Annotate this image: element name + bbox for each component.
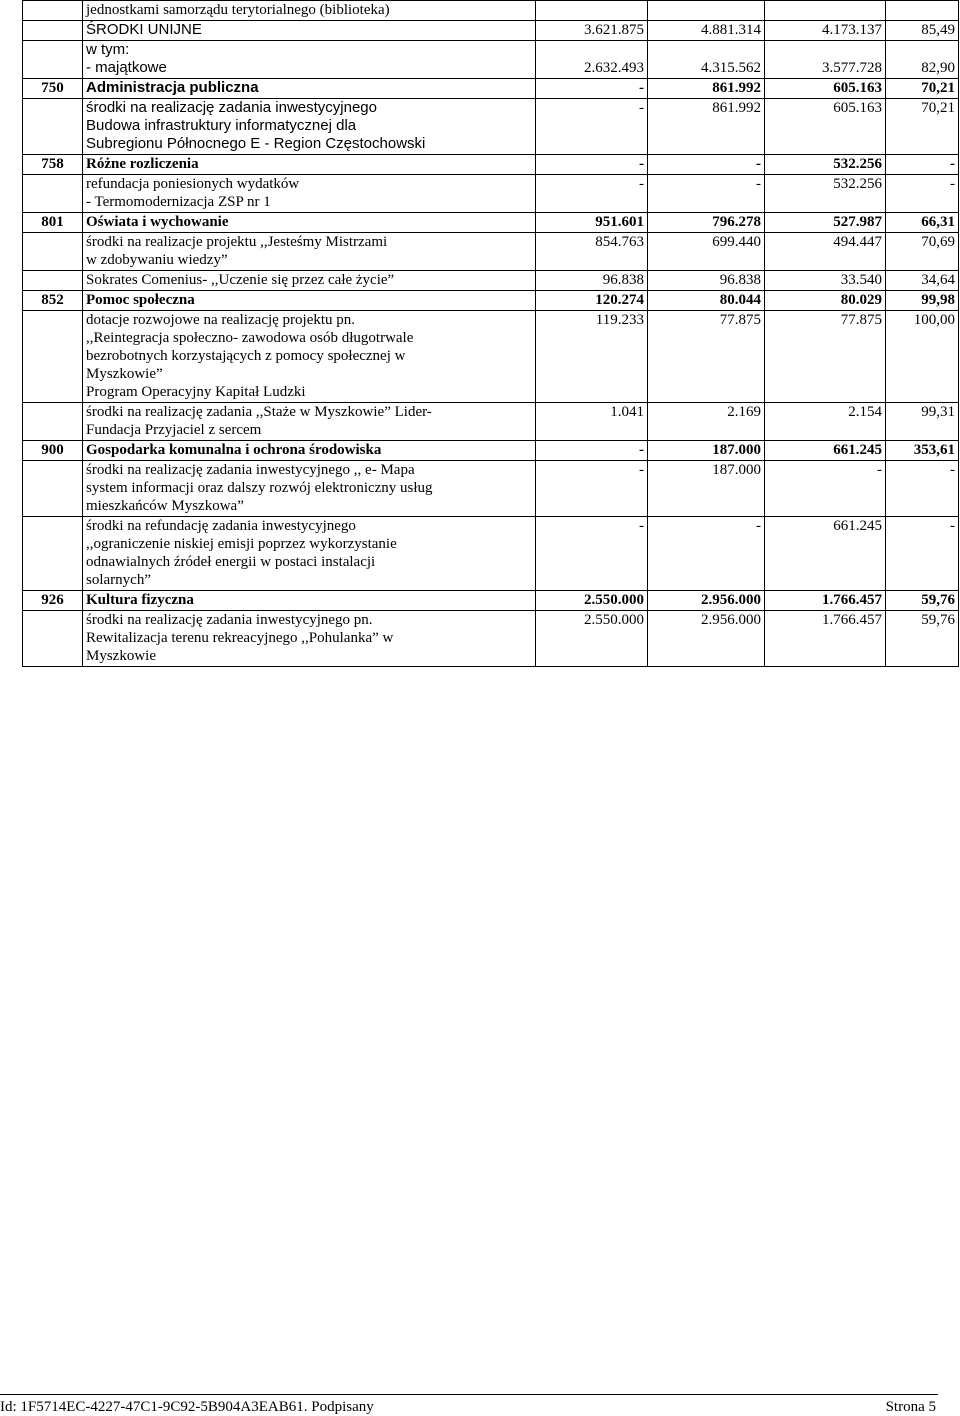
detail-row	[23, 41, 959, 79]
section-code-cell: 852	[23, 291, 83, 311]
description-cell: ŚRODKI UNIJNE	[83, 21, 536, 41]
percent-cell: 353,61	[886, 441, 959, 461]
detail-row	[23, 21, 959, 41]
section-row	[23, 591, 959, 611]
execution-amount-cell: 605.163	[765, 79, 886, 99]
plan-amount-cell: -	[536, 155, 648, 175]
execution-amount-cell: 33.540	[765, 271, 886, 291]
execution-amount-cell: 1.766.457	[765, 611, 886, 667]
amended-plan-amount-cell: 187.000	[648, 461, 765, 517]
section-code-cell	[23, 611, 83, 667]
plan-amount-cell: 854.763	[536, 233, 648, 271]
description-cell: środki na realizację zadania inwestycyjnego pn. Rewitalizacja terenu rekreacyjnego ,,Pohulanka” w Myszkowie	[83, 611, 536, 667]
amended-plan-amount-cell	[648, 1, 765, 21]
section-code-cell	[23, 271, 83, 291]
execution-amount-cell: 605.163	[765, 99, 886, 155]
document-id: Id: 1F5714EC-4227-47C1-9C92-5B904A3EAB61. Podpisany	[0, 1399, 374, 1415]
percent-cell: 59,76	[886, 611, 959, 667]
amended-plan-amount-cell: -	[648, 155, 765, 175]
description-cell: Kultura fizyczna	[83, 591, 536, 611]
plan-amount-cell: 96.838	[536, 271, 648, 291]
page-number: Strona 5	[885, 1399, 936, 1415]
page-footer	[0, 1394, 938, 1415]
execution-amount-cell: 661.245	[765, 517, 886, 591]
description-cell: środki na refundację zadania inwestycyjnego ,,ograniczenie niskiej emisji poprzez wykorzystanie odnawialnych źródeł energii w postaci instalacji solarnych”	[83, 517, 536, 591]
detail-row	[23, 175, 959, 213]
percent-cell: 99,31	[886, 403, 959, 441]
amended-plan-amount-cell: 77.875	[648, 311, 765, 403]
description-cell: refundacja poniesionych wydatków - Termomodernizacja ZSP nr 1	[83, 175, 536, 213]
execution-amount-cell: 80.029	[765, 291, 886, 311]
amended-plan-amount-cell: 4.315.562	[648, 41, 765, 79]
amended-plan-amount-cell: -	[648, 175, 765, 213]
section-code-cell: 750	[23, 79, 83, 99]
section-row	[23, 291, 959, 311]
description-cell: Gospodarka komunalna i ochrona środowiska	[83, 441, 536, 461]
percent-cell: 100,00	[886, 311, 959, 403]
percent-cell: -	[886, 155, 959, 175]
detail-row	[23, 99, 959, 155]
description-cell: środki na realizację zadania inwestycyjnego ,, e- Mapa system informacji oraz dalszy rozwój elektroniczny usług mieszkańców Myszkowa”	[83, 461, 536, 517]
plan-amount-cell: 2.632.493	[536, 41, 648, 79]
execution-amount-cell: 527.987	[765, 213, 886, 233]
execution-amount-cell: 532.256	[765, 175, 886, 213]
amended-plan-amount-cell: 861.992	[648, 79, 765, 99]
detail-row	[23, 611, 959, 667]
percent-cell: 82,90	[886, 41, 959, 79]
section-row	[23, 441, 959, 461]
plan-amount-cell: -	[536, 99, 648, 155]
plan-amount-cell: 2.550.000	[536, 591, 648, 611]
section-code-cell: 900	[23, 441, 83, 461]
percent-cell: -	[886, 461, 959, 517]
execution-amount-cell	[765, 1, 886, 21]
amended-plan-amount-cell: 2.956.000	[648, 611, 765, 667]
detail-row	[23, 517, 959, 591]
description-cell: środki na realizację zadania inwestycyjnego Budowa infrastruktury informatycznej dla Subregionu Północnego E - Region Częstochowski	[83, 99, 536, 155]
description-cell: dotacje rozwojowe na realizację projektu pn. ,,Reintegracja społeczno- zawodowa osób długotrwale bezrobotnych korzystających z pomocy społecznej w Myszkowie” Program Operacyjny Kapitał Ludzki	[83, 311, 536, 403]
execution-amount-cell: 2.154	[765, 403, 886, 441]
execution-amount-cell: 1.766.457	[765, 591, 886, 611]
percent-cell: -	[886, 175, 959, 213]
execution-amount-cell: 661.245	[765, 441, 886, 461]
percent-cell: 59,76	[886, 591, 959, 611]
plan-amount-cell: -	[536, 517, 648, 591]
section-code-cell: 801	[23, 213, 83, 233]
detail-row	[23, 1, 959, 21]
section-code-cell	[23, 99, 83, 155]
percent-cell: 85,49	[886, 21, 959, 41]
budget-table-body	[23, 1, 959, 667]
amended-plan-amount-cell: 2.956.000	[648, 591, 765, 611]
plan-amount-cell: -	[536, 79, 648, 99]
plan-amount-cell: 3.621.875	[536, 21, 648, 41]
section-code-cell	[23, 517, 83, 591]
execution-amount-cell: 4.173.137	[765, 21, 886, 41]
percent-cell	[886, 1, 959, 21]
detail-row	[23, 271, 959, 291]
section-code-cell: 758	[23, 155, 83, 175]
plan-amount-cell: 2.550.000	[536, 611, 648, 667]
amended-plan-amount-cell: 2.169	[648, 403, 765, 441]
percent-cell: 70,69	[886, 233, 959, 271]
amended-plan-amount-cell: 4.881.314	[648, 21, 765, 41]
detail-row	[23, 311, 959, 403]
section-code-cell	[23, 233, 83, 271]
description-cell: środki na realizację zadania ,,Staże w Myszkowie” Lider- Fundacja Przyjaciel z sercem	[83, 403, 536, 441]
section-code-cell	[23, 311, 83, 403]
detail-row	[23, 403, 959, 441]
execution-amount-cell: 77.875	[765, 311, 886, 403]
amended-plan-amount-cell: 187.000	[648, 441, 765, 461]
description-cell: Pomoc społeczna	[83, 291, 536, 311]
plan-amount-cell: -	[536, 175, 648, 213]
description-cell: jednostkami samorządu terytorialnego (biblioteka)	[83, 1, 536, 21]
execution-amount-cell: 3.577.728	[765, 41, 886, 79]
section-row	[23, 213, 959, 233]
percent-cell: -	[886, 517, 959, 591]
section-row	[23, 155, 959, 175]
plan-amount-cell: 119.233	[536, 311, 648, 403]
budget-table	[22, 0, 959, 667]
description-cell: w tym: - majątkowe	[83, 41, 536, 79]
execution-amount-cell: 494.447	[765, 233, 886, 271]
percent-cell: 34,64	[886, 271, 959, 291]
description-cell: Oświata i wychowanie	[83, 213, 536, 233]
section-code-cell	[23, 403, 83, 441]
percent-cell: 66,31	[886, 213, 959, 233]
percent-cell: 70,21	[886, 79, 959, 99]
section-code-cell	[23, 461, 83, 517]
section-row	[23, 79, 959, 99]
amended-plan-amount-cell: 96.838	[648, 271, 765, 291]
section-code-cell	[23, 175, 83, 213]
plan-amount-cell	[536, 1, 648, 21]
description-cell: Różne rozliczenia	[83, 155, 536, 175]
section-code-cell	[23, 41, 83, 79]
description-cell: Administracja publiczna	[83, 79, 536, 99]
amended-plan-amount-cell: 861.992	[648, 99, 765, 155]
amended-plan-amount-cell: -	[648, 517, 765, 591]
percent-cell: 99,98	[886, 291, 959, 311]
percent-cell: 70,21	[886, 99, 959, 155]
section-code-cell	[23, 21, 83, 41]
description-cell: środki na realizacje projektu ,,Jesteśmy Mistrzami w zdobywaniu wiedzy”	[83, 233, 536, 271]
description-cell: Sokrates Comenius- ,,Uczenie się przez całe życie”	[83, 271, 536, 291]
detail-row	[23, 233, 959, 271]
plan-amount-cell: -	[536, 441, 648, 461]
execution-amount-cell: 532.256	[765, 155, 886, 175]
amended-plan-amount-cell: 80.044	[648, 291, 765, 311]
plan-amount-cell: 1.041	[536, 403, 648, 441]
plan-amount-cell: 951.601	[536, 213, 648, 233]
amended-plan-amount-cell: 699.440	[648, 233, 765, 271]
amended-plan-amount-cell: 796.278	[648, 213, 765, 233]
plan-amount-cell: -	[536, 461, 648, 517]
plan-amount-cell: 120.274	[536, 291, 648, 311]
section-code-cell: 926	[23, 591, 83, 611]
section-code-cell	[23, 1, 83, 21]
execution-amount-cell: -	[765, 461, 886, 517]
detail-row	[23, 461, 959, 517]
